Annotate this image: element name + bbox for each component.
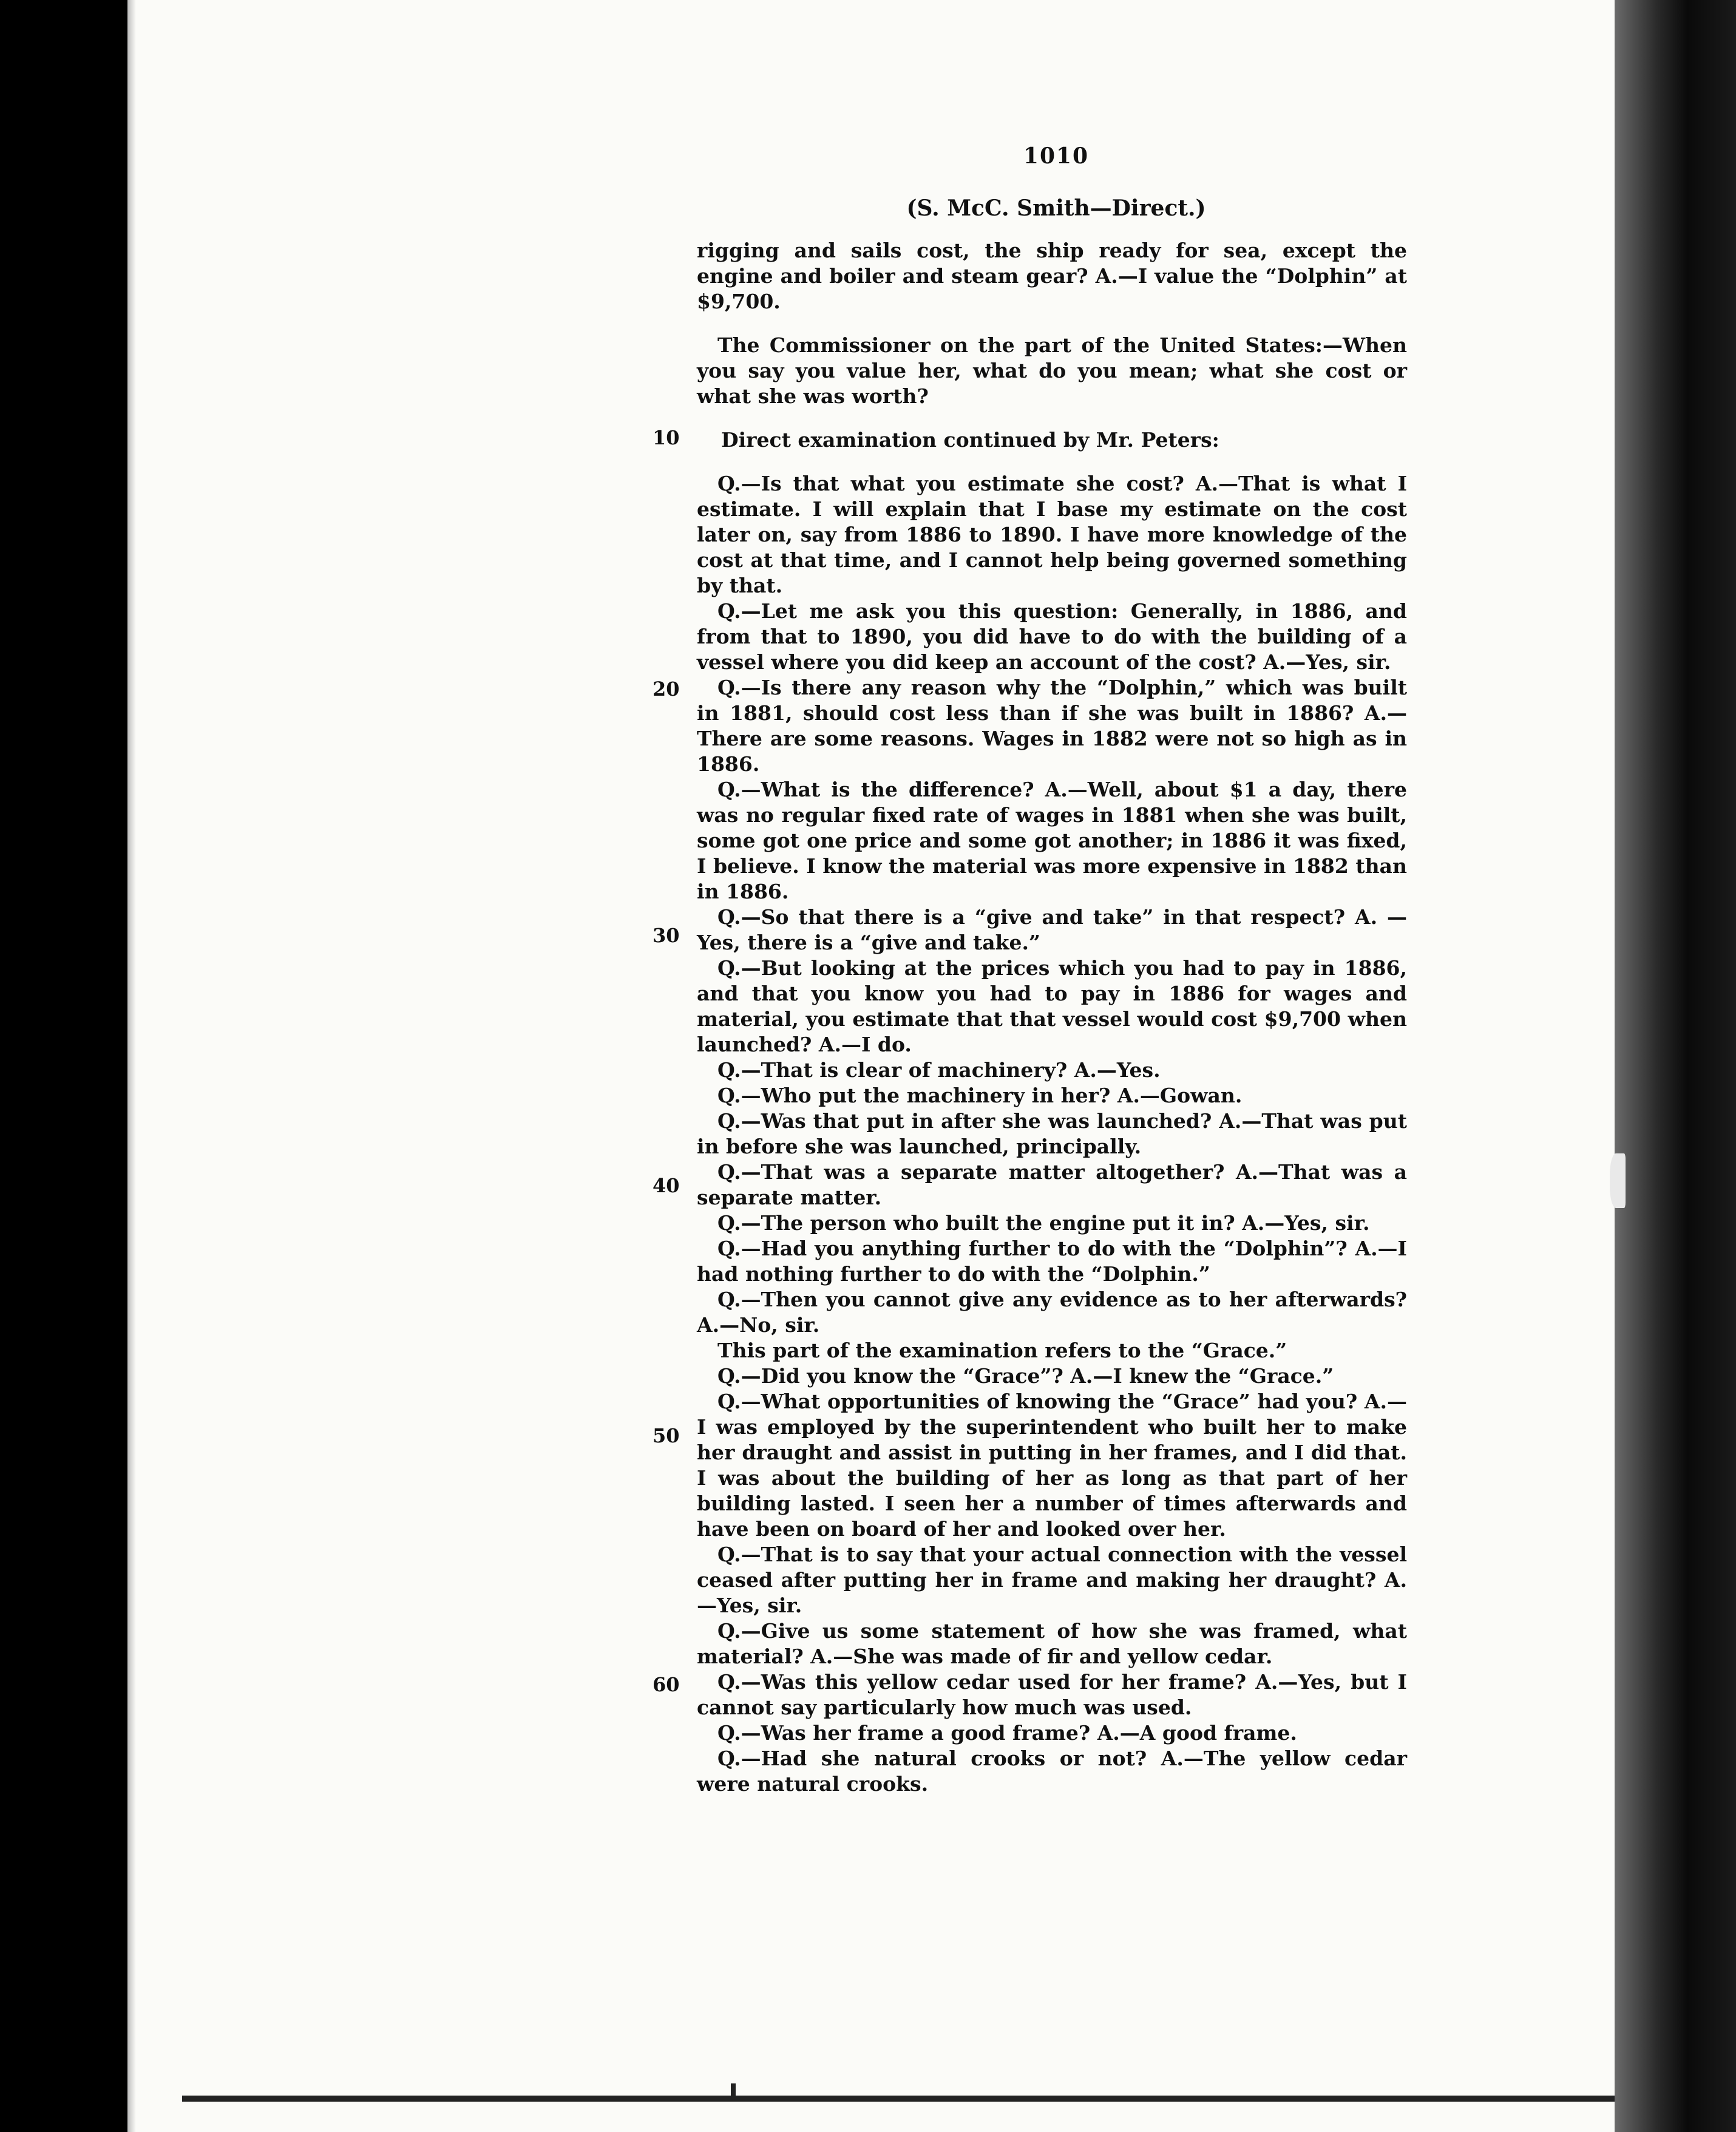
paragraph: Q.—Then you cannot give any evidence as to her afterwards? A.—No, sir. <box>697 1288 1407 1337</box>
paragraph: Q.—Let me ask you this question: Generally, in 1886, and from that to 1890, you did have to do with the building of a vessel where you did keep an account of the cost? A.—Yes, sir. <box>697 599 1407 674</box>
paragraph: Q.—Had she natural crooks or not? A.—The yellow cedar were natural crooks. <box>697 1747 1407 1796</box>
line-number-10: 10 <box>653 426 680 449</box>
line-number-30: 30 <box>653 924 680 947</box>
paragraph: Q.—But looking at the prices which you had to pay in 1886, and that you know you had to pay in 1886 for wages and material, you estimate that that vessel would cost $9,700 when launched? A.—I do. <box>697 956 1407 1056</box>
paragraph: The Commissioner on the part of the United States:—When you say you value her, what do you mean; what she cost or what she was worth? <box>697 333 1407 408</box>
paragraph: Q.—That was a separate matter altogether? A.—That was a separate matter. <box>697 1160 1407 1209</box>
paragraph: Q.—Was that put in after she was launched? A.—That was put in before she was launched, principally. <box>697 1109 1407 1158</box>
binding-notch <box>1610 1153 1626 1208</box>
page-number: 1010 <box>1023 143 1090 169</box>
paragraph: This part of the examination refers to the “Grace.” <box>717 1339 1287 1362</box>
paragraph: Q.—What opportunities of knowing the “Grace” had you? A.—I was employed by the superintendent who built her to make her draught and assist in putting in her frames, and I did that. I was about the building of her as long as that part of her building lasted. I seen her a number of times afterwards and have been on board of her and looked over her. <box>697 1390 1407 1541</box>
line-number-60: 60 <box>653 1673 680 1696</box>
paragraph: Q.—That is clear of machinery? A.—Yes. <box>717 1058 1161 1082</box>
paragraph: Q.—Had you anything further to do with the “Dolphin”? A.—I had nothing further to do with the “Dolphin.” <box>697 1237 1407 1286</box>
paragraph: Q.—Who put the machinery in her? A.—Gowan. <box>717 1084 1243 1107</box>
line-number-50: 50 <box>653 1424 680 1447</box>
bottom-rule <box>182 2096 1615 2102</box>
line-number-20: 20 <box>653 677 680 701</box>
body-text <box>697 238 1407 1797</box>
paragraph: Q.—What is the difference? A.—Well, about $1 a day, there was no regular fixed rate of wages in 1881 when she was built, some got one price and some got another; in 1886 it was fixed, I believe. I know the material was more expensive in 1882 than in 1886. <box>697 778 1407 903</box>
paragraph: Q.—Was this yellow cedar used for her frame? A.—Yes, but I cannot say particularly how much was used. <box>697 1670 1407 1719</box>
paragraph: Q.—Is there any reason why the “Dolphin,” which was built in 1881, should cost less than if she was built in 1886? A.—There are some reasons. Wages in 1882 were not so high as in 1886. <box>697 676 1407 776</box>
paragraph: Q.—Did you know the “Grace”? A.—I knew the “Grace.” <box>717 1364 1334 1388</box>
paragraph: Q.—So that there is a “give and take” in that respect? A. —Yes, there is a “give and take.” <box>697 905 1407 954</box>
binding-shadow <box>1615 0 1736 2132</box>
paragraph: Q.—That is to say that your actual connection with the vessel ceased after putting her in frame and making her draught? A.—Yes, sir. <box>697 1543 1407 1617</box>
paragraph: Q.—Give us some statement of how she was framed, what material? A.—She was made of fir and yellow cedar. <box>697 1619 1407 1668</box>
paragraph: Q.—Was her frame a good frame? A.—A good frame. <box>717 1721 1297 1745</box>
paragraph: Q.—The person who built the engine put it in? A.—Yes, sir. <box>717 1211 1370 1235</box>
section-heading: Direct examination continued by Mr. Peters: <box>721 428 1219 452</box>
page-left-edge <box>127 0 136 2132</box>
running-head: (S. McC. Smith—Direct.) <box>906 195 1206 221</box>
paragraph: Q.—Is that what you estimate she cost? A.—That is what I estimate. I will explain that I base my estimate on the cost later on, say from 1886 to 1890. I have more knowledge of the cost at that time, and I cannot help being governed something by that. <box>697 472 1407 597</box>
bottom-tick <box>731 2083 736 2097</box>
line-number-40: 40 <box>653 1174 680 1197</box>
paragraph: rigging and sails cost, the ship ready for sea, except the engine and boiler and steam gear? A.—I value the “Dolphin” at $9,700. <box>697 239 1407 313</box>
